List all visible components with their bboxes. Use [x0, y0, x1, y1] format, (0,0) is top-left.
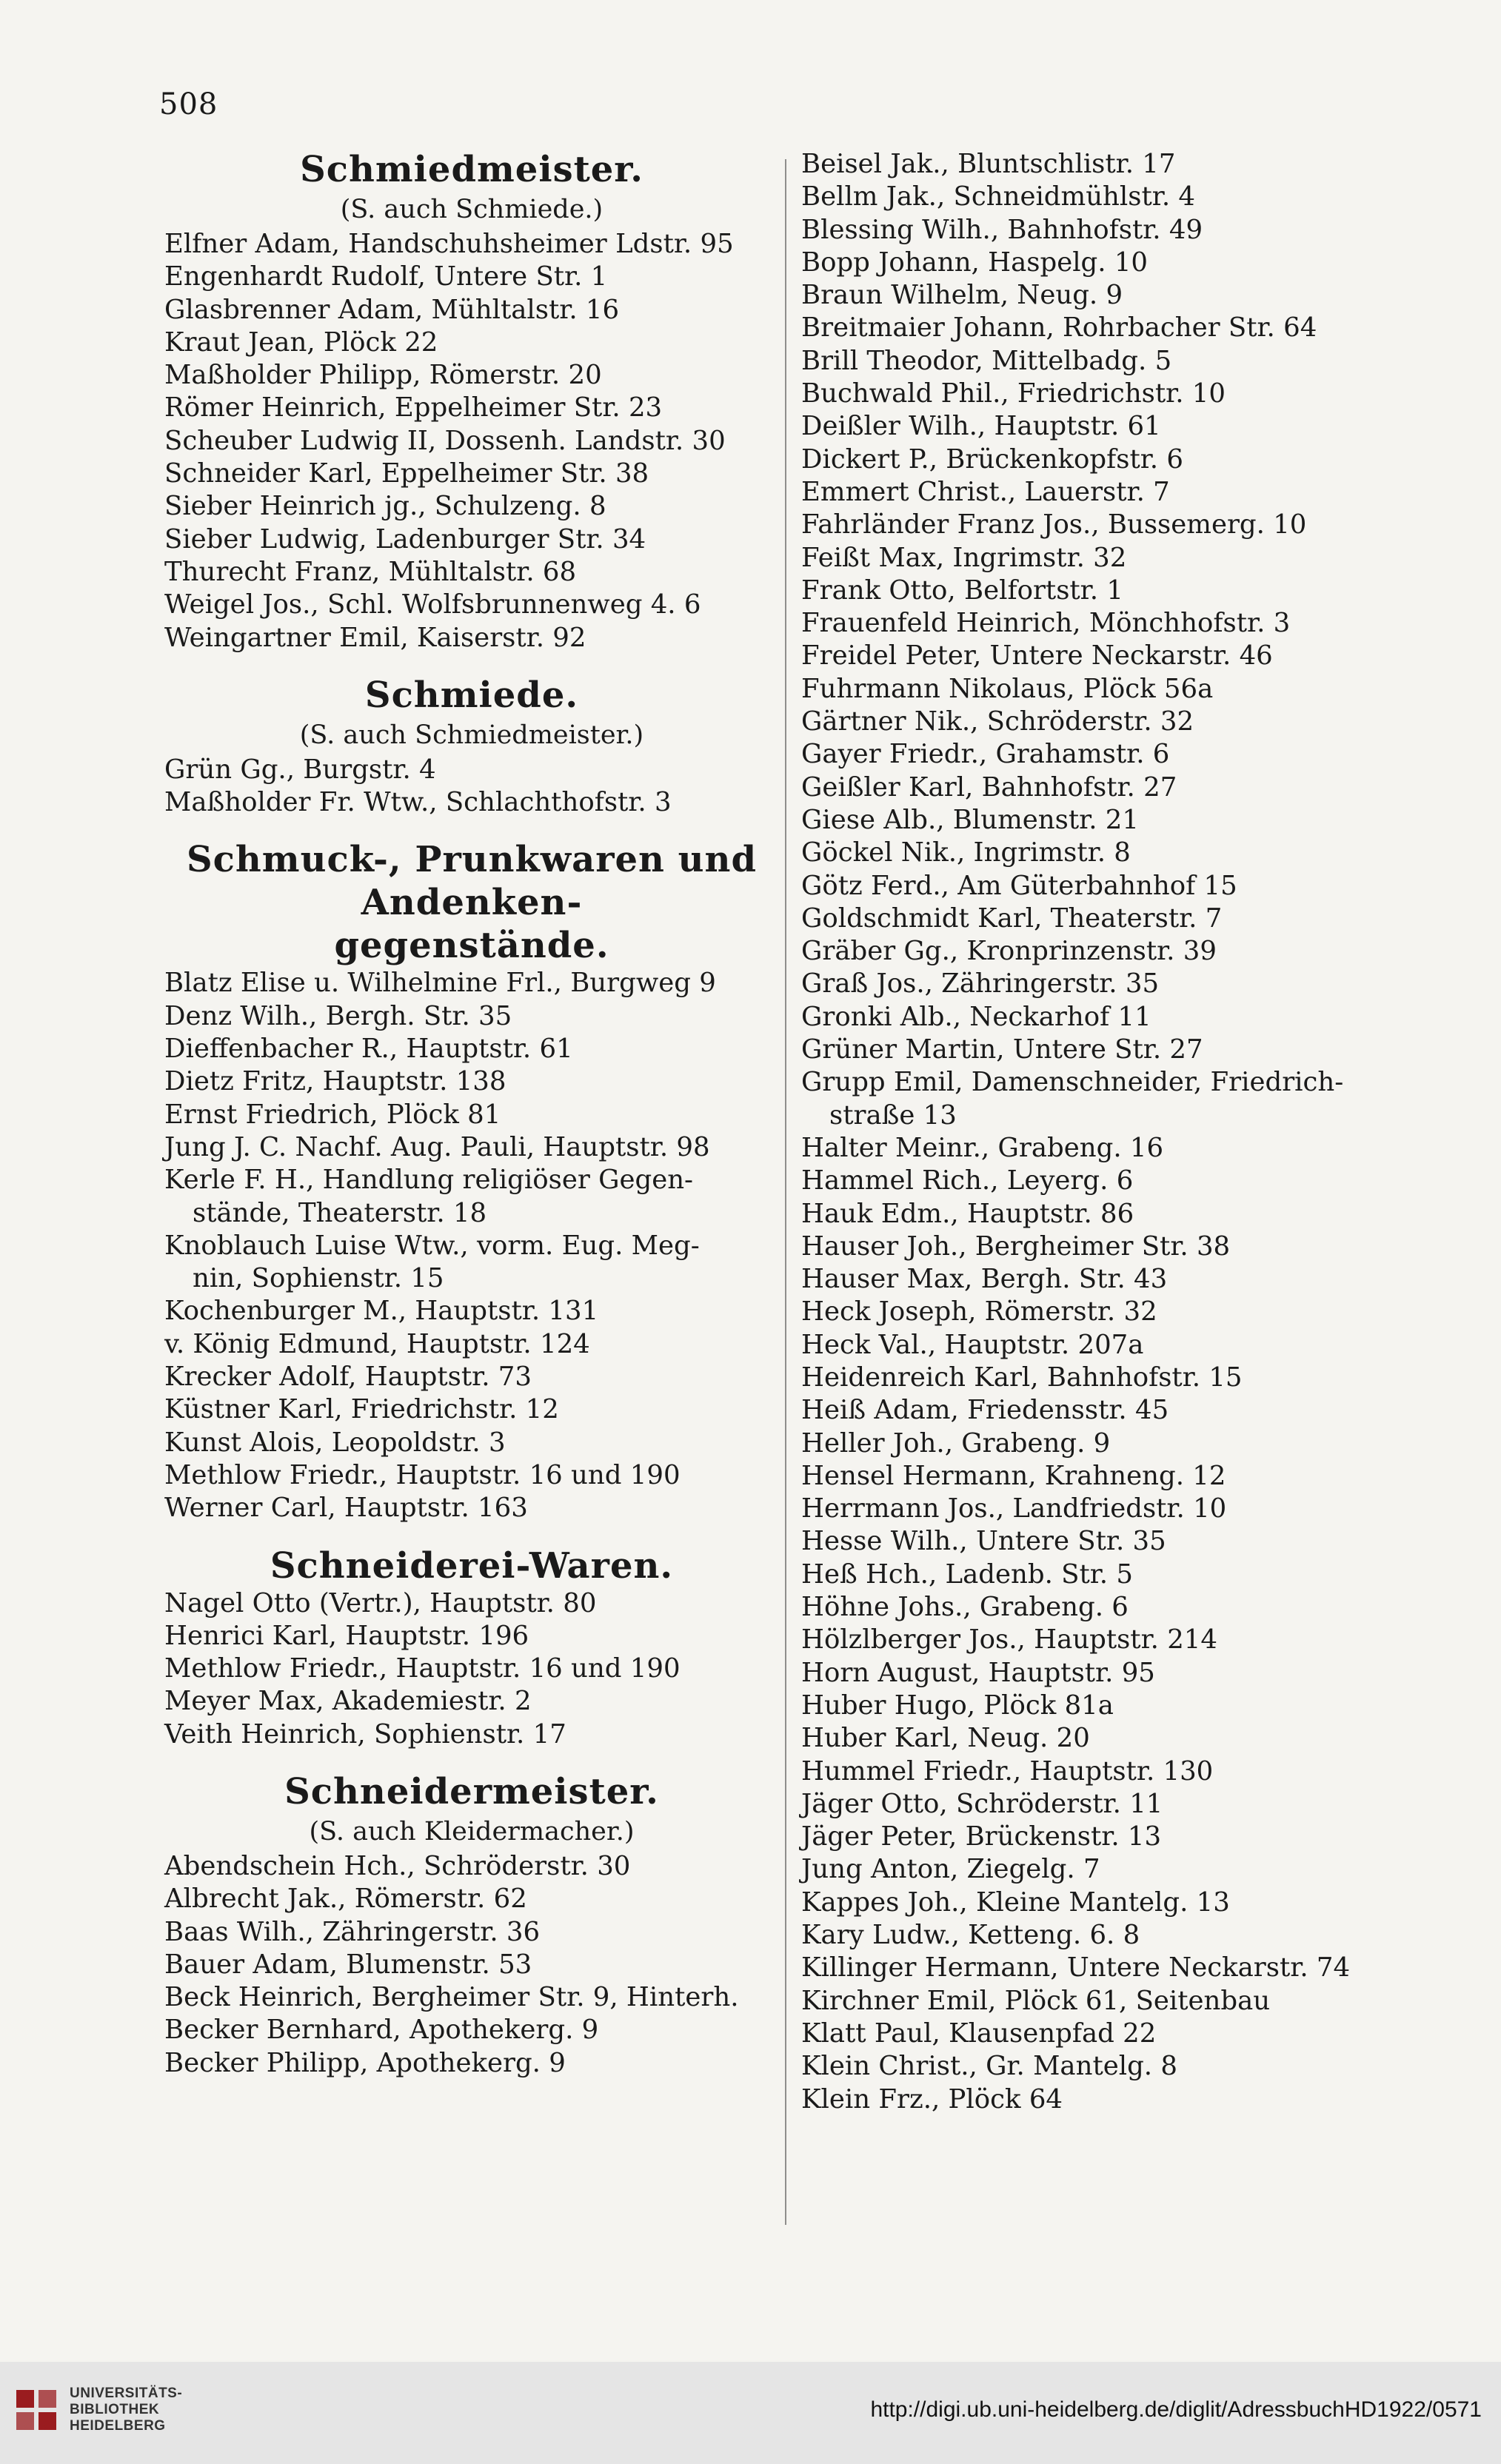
- directory-entry: Jung Anton, Ziegelg. 7: [801, 1854, 1100, 1885]
- library-name-line-2: BIBLIOTHEK: [70, 2402, 160, 2417]
- directory-entry: Horn August, Hauptstr. 95: [801, 1657, 1155, 1688]
- directory-entry: Hesse Wilh., Untere Str. 35: [801, 1526, 1166, 1557]
- directory-entry: Grupp Emil, Damenschneider, Friedrich-: [801, 1067, 1344, 1098]
- directory-entry: Kunst Alois, Leopoldstr. 3: [164, 1427, 506, 1458]
- directory-entry: Bopp Johann, Haspelg. 10: [801, 247, 1149, 278]
- directory-entry: Küstner Karl, Friedrichstr. 12: [164, 1394, 559, 1425]
- directory-entry-continued: straße 13: [829, 1099, 957, 1131]
- directory-entry: Hensel Hermann, Krahneng. 12: [801, 1460, 1226, 1491]
- directory-entry: Becker Bernhard, Apothekerg. 9: [164, 2015, 599, 2046]
- directory-entry: Feißt Max, Ingrimstr. 32: [801, 542, 1127, 573]
- directory-entry: Klatt Paul, Klausenpfad 22: [801, 2018, 1157, 2049]
- directory-entry: Breitmaier Johann, Rohrbacher Str. 64: [801, 312, 1317, 344]
- section-heading: Schmiede.: [364, 674, 579, 716]
- directory-entry: Schneider Karl, Eppelheimer Str. 38: [164, 458, 649, 489]
- directory-entry: Sieber Heinrich jg., Schulzeng. 8: [164, 491, 606, 522]
- directory-entry: Beisel Jak., Bluntschlistr. 17: [801, 149, 1176, 179]
- directory-entry: Denz Wilh., Bergh. Str. 35: [164, 1000, 512, 1031]
- section-heading: Schneiderei-Waren.: [270, 1544, 674, 1587]
- directory-entry: Scheuber Ludwig II, Dossenh. Landstr. 30: [164, 425, 726, 456]
- directory-entry: Heck Joseph, Römerstr. 32: [801, 1296, 1157, 1328]
- directory-entry: Huber Hugo, Plöck 81a: [801, 1690, 1114, 1721]
- section-cross-reference: (S. auch Schmiedmeister.): [299, 720, 644, 750]
- directory-entry: Elfner Adam, Handschuhsheimer Ldstr. 95: [164, 229, 734, 259]
- directory-entry: Heiß Adam, Friedensstr. 45: [801, 1395, 1169, 1426]
- directory-entry: Kochenburger M., Hauptstr. 131: [164, 1296, 599, 1327]
- directory-entry: Hammel Rich., Leyerg. 6: [801, 1165, 1134, 1196]
- directory-entry: Deißler Wilh., Hauptstr. 61: [801, 411, 1161, 442]
- directory-entry: Abendschein Hch., Schröderstr. 30: [164, 1850, 631, 1881]
- left-column: [164, 148, 779, 2080]
- directory-entry: Klein Frz., Plöck 64: [801, 2083, 1063, 2115]
- directory-entry: Gronki Alb., Neckarhof 11: [801, 1001, 1151, 1032]
- directory-entry: Methlow Friedr., Hauptstr. 16 und 190: [164, 1459, 681, 1490]
- directory-entry: Römer Heinrich, Eppelheimer Str. 23: [164, 392, 663, 424]
- directory-entry: v. König Edmund, Hauptstr. 124: [164, 1328, 590, 1359]
- directory-entry: Höhne Johs., Grabeng. 6: [801, 1592, 1129, 1623]
- directory-entry: Heß Hch., Ladenb. Str. 5: [801, 1559, 1133, 1590]
- directory-entry: Dieffenbacher R., Hauptstr. 61: [164, 1034, 573, 1065]
- directory-entry-continued: nin, Sophienstr. 15: [193, 1263, 444, 1294]
- section-heading: Schneidermeister.: [284, 1770, 659, 1812]
- directory-entry: Frank Otto, Belfortstr. 1: [801, 575, 1123, 606]
- directory-entry: Götz Ferd., Am Güterbahnhof 15: [801, 870, 1237, 901]
- directory-entry: Geißler Karl, Bahnhofstr. 27: [801, 771, 1177, 803]
- directory-entry: Dickert P., Brückenkopfstr. 6: [801, 443, 1183, 475]
- directory-entry: Gärtner Nik., Schröderstr. 32: [801, 706, 1194, 737]
- directory-entry: Bauer Adam, Blumenstr. 53: [164, 1949, 532, 1980]
- directory-entry: Glasbrenner Adam, Mühltalstr. 16: [164, 294, 620, 325]
- directory-entry: Sieber Ludwig, Ladenburger Str. 34: [164, 523, 646, 555]
- university-library-logo-icon: [15, 2388, 58, 2431]
- directory-entry: Albrecht Jak., Römerstr. 62: [164, 1884, 527, 1915]
- directory-entry: Thurecht Franz, Mühltalstr. 68: [164, 556, 577, 587]
- directory-entry: Halter Meinr., Grabeng. 16: [801, 1132, 1164, 1163]
- directory-entry: Grüner Martin, Untere Str. 27: [801, 1034, 1203, 1065]
- directory-entry: Giese Alb., Blumenstr. 21: [801, 804, 1139, 835]
- library-name: [70, 2386, 182, 2434]
- section-heading: Schmuck-, Prunkwaren und Andenken-: [186, 839, 757, 924]
- directory-entry: Fuhrmann Nikolaus, Plöck 56a: [801, 673, 1214, 704]
- viewer-footer: [0, 2362, 1501, 2464]
- directory-entry: Fahrländer Franz Jos., Bussemerg. 10: [801, 509, 1307, 540]
- directory-entry: Huber Karl, Neug. 20: [801, 1723, 1090, 1754]
- directory-entry: Heller Joh., Grabeng. 9: [801, 1427, 1111, 1459]
- directory-entry-continued: stände, Theaterstr. 18: [193, 1197, 487, 1228]
- directory-entry: Knoblauch Luise Wtw., vorm. Eug. Meg-: [164, 1230, 700, 1261]
- directory-entry: Jung J. C. Nachf. Aug. Pauli, Hauptstr. 98: [164, 1131, 710, 1162]
- directory-entry: Hummel Friedr., Hauptstr. 130: [801, 1755, 1214, 1787]
- directory-entry: Veith Heinrich, Sophienstr. 17: [164, 1718, 566, 1750]
- directory-entry: Krecker Adolf, Hauptstr. 73: [164, 1362, 532, 1393]
- directory-entry: Gräber Gg., Kronprinzenstr. 39: [801, 936, 1217, 967]
- directory-entry: Göckel Nik., Ingrimstr. 8: [801, 837, 1131, 868]
- directory-entry: Jäger Otto, Schröderstr. 11: [801, 1788, 1163, 1819]
- directory-entry: Beck Heinrich, Bergheimer Str. 9, Hinterh.: [164, 1982, 739, 2013]
- directory-entry: Werner Carl, Hauptstr. 163: [164, 1493, 528, 1524]
- directory-entry: Kerle F. H., Handlung religiöser Gegen-: [164, 1165, 694, 1196]
- directory-entry: Blessing Wilh., Bahnhofstr. 49: [801, 214, 1203, 245]
- directory-entry: Meyer Max, Akademiestr. 2: [164, 1686, 532, 1717]
- directory-entry: Maßholder Philipp, Römerstr. 20: [164, 360, 602, 391]
- library-name-line-3: HEIDELBERG: [70, 2418, 166, 2434]
- directory-entry: Killinger Hermann, Untere Neckarstr. 74: [801, 1952, 1351, 1983]
- directory-entry: Frauenfeld Heinrich, Mönchhofstr. 3: [801, 608, 1291, 639]
- directory-entry: Weigel Jos., Schl. Wolfsbrunnenweg 4. 6: [164, 589, 701, 620]
- directory-entry: Dietz Fritz, Hauptstr. 138: [164, 1066, 507, 1097]
- directory-entry: Weingartner Emil, Kaiserstr. 92: [164, 622, 586, 653]
- section-heading: Schmiedmeister.: [300, 149, 643, 190]
- directory-entry: Freidel Peter, Untere Neckarstr. 46: [801, 640, 1273, 672]
- directory-entry: Kirchner Emil, Plöck 61, Seitenbau: [801, 1985, 1271, 2016]
- directory-entry: Goldschmidt Karl, Theaterstr. 7: [801, 903, 1223, 934]
- directory-entry: Methlow Friedr., Hauptstr. 16 und 190: [164, 1653, 681, 1684]
- directory-entry: Nagel Otto (Vertr.), Hauptstr. 80: [164, 1587, 597, 1618]
- directory-entry: Ernst Friedrich, Plöck 81: [164, 1099, 501, 1130]
- directory-entry: Braun Wilhelm, Neug. 9: [801, 280, 1123, 311]
- directory-entry: Heidenreich Karl, Bahnhofstr. 15: [801, 1362, 1243, 1393]
- directory-entry: Heck Val., Hauptstr. 207a: [801, 1329, 1144, 1360]
- directory-entry: Blatz Elise u. Wilhelmine Frl., Burgweg 9: [164, 968, 716, 999]
- directory-entry: Hauser Joh., Bergheimer Str. 38: [801, 1231, 1231, 1262]
- directory-entry: Graß Jos., Zähringerstr. 35: [801, 968, 1160, 1000]
- directory-entry: Hauk Edm., Hauptstr. 86: [801, 1198, 1134, 1229]
- permalink-url[interactable]: http://digi.ub.uni-heidelberg.de/diglit/AdressbuchHD1922/0571: [870, 2397, 1482, 2422]
- directory-entry: Grün Gg., Burgstr. 4: [164, 754, 436, 785]
- directory-entry: Kraut Jean, Plöck 22: [164, 327, 438, 358]
- library-name-line-1: UNIVERSITÄTS-: [70, 2386, 183, 2401]
- directory-entry: Emmert Christ., Lauerstr. 7: [801, 476, 1170, 507]
- directory-entry: Henrici Karl, Hauptstr. 196: [164, 1620, 529, 1651]
- directory-entry: Bellm Jak., Schneidmühlstr. 4: [801, 181, 1195, 212]
- directory-entry: Gayer Friedr., Grahamstr. 6: [801, 739, 1170, 770]
- directory-entry: Brill Theodor, Mittelbadg. 5: [801, 345, 1172, 376]
- section-cross-reference: (S. auch Kleidermacher.): [309, 1816, 635, 1847]
- directory-entry: Klein Christ., Gr. Mantelg. 8: [801, 2051, 1177, 2082]
- section-cross-reference: (S. auch Schmiede.): [340, 195, 604, 224]
- section-heading-continued: gegenstände.: [334, 925, 609, 967]
- directory-entry: Engenhardt Rudolf, Untere Str. 1: [164, 261, 608, 292]
- directory-entry: Herrmann Jos., Landfriedstr. 10: [801, 1493, 1227, 1524]
- column-divider: [785, 159, 786, 2225]
- right-column: [801, 148, 1364, 2116]
- directory-entry: Becker Philipp, Apothekerg. 9: [164, 2047, 566, 2078]
- directory-entry: Baas Wilh., Zähringerstr. 36: [164, 1916, 541, 1947]
- directory-entry: Hölzlberger Jos., Hauptstr. 214: [801, 1624, 1217, 1656]
- directory-entry: Kary Ludw., Ketteng. 6. 8: [801, 1920, 1140, 1951]
- directory-entry: Maßholder Fr. Wtw., Schlachthofstr. 3: [164, 787, 672, 818]
- page-number: 508: [159, 87, 218, 121]
- directory-entry: Jäger Peter, Brückenstr. 13: [801, 1821, 1162, 1852]
- directory-entry: Kappes Joh., Kleine Mantelg. 13: [801, 1886, 1230, 1918]
- directory-entry: Buchwald Phil., Friedrichstr. 10: [801, 378, 1226, 409]
- directory-entry: Hauser Max, Bergh. Str. 43: [801, 1264, 1168, 1295]
